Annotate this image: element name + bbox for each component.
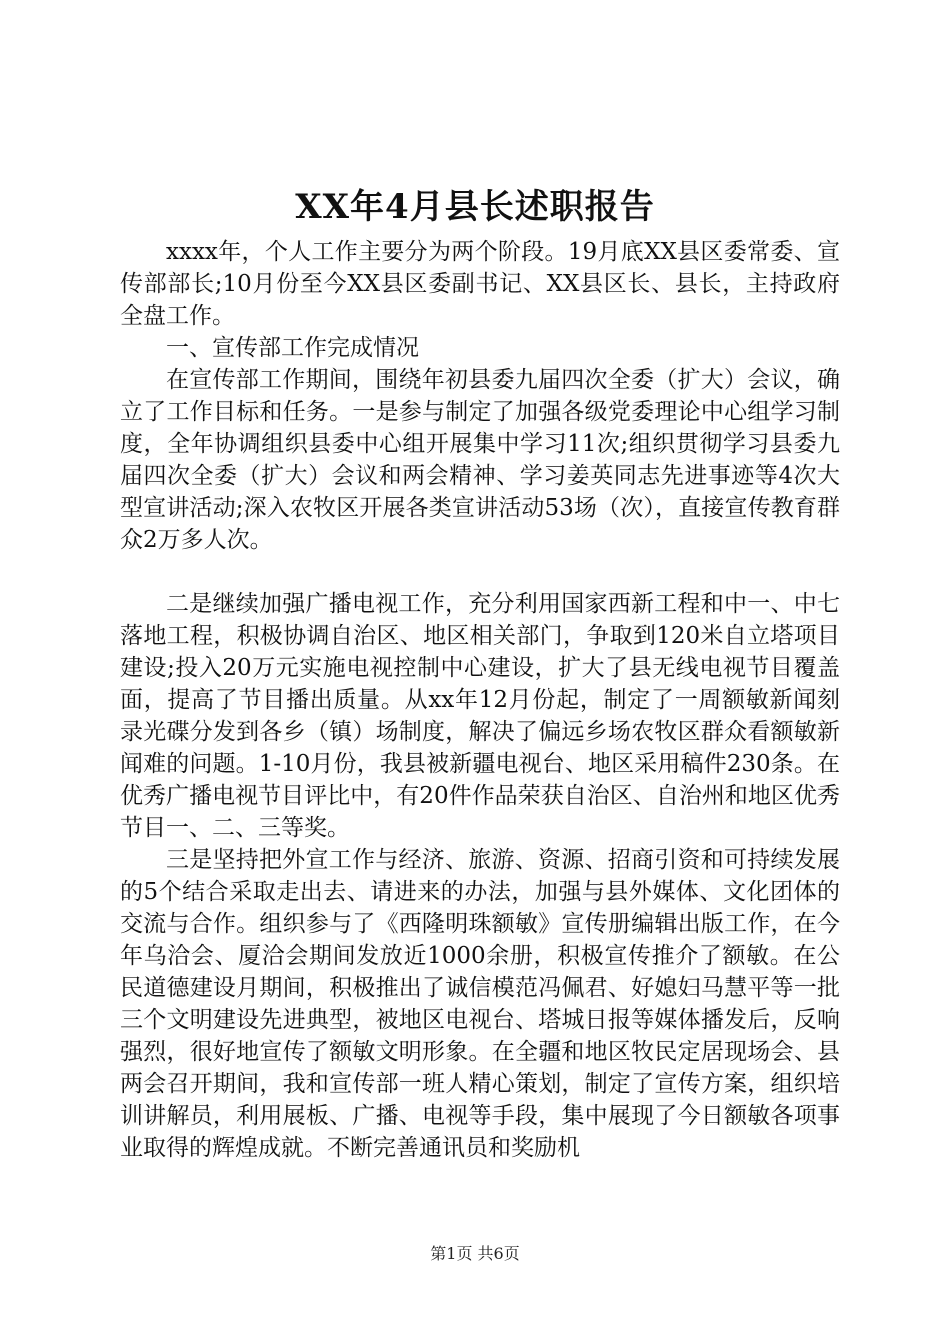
section-heading: 一、宣传部工作完成情况	[166, 335, 419, 361]
paragraph-broadcast-tv: 二是继续加强广播电视工作，充分利用国家西新工程和中一、中七落地工程，积极协调自治区、地区相关部门，争取到120米自立塔项目建设;投入20万元实施电视控制中心建设，扩大了县无线电视节目覆盖面，提高了节目播出质量。从xx年12月份起，制定了一周额敏新闻刻录光碟分发到各乡（镇）场制度，解决了偏远乡场农牧区群众看额敏新闻难的问题。1-10月份，我县被新疆电视台、地区采用稿件230条。在优秀广播电视节目评比中，有20件作品荣获自治区、自治州和地区优秀节目一、二、三等奖。	[120, 591, 840, 841]
document-title: XX年4月县长述职报告	[295, 187, 655, 227]
page-footer: 第1页 共6页	[430, 1244, 520, 1263]
paragraph-external-publicity: 三是坚持把外宣工作与经济、旅游、资源、招商引资和可持续发展的5个结合采取走出去、请进来的办法，加强与县外媒体、文化团体的交流与合作。组织参与了《西隆明珠额敏》宣传册编辑出版工作，在今年乌洽会、厦洽会期间发放近1000余册，积极宣传推介了额敏。在公民道德建设月期间，积极推出了诚信模范冯佩君、好媳妇马慧平等一批三个文明建设先进典型，被地区电视台、塔城日报等媒体播发后，反响强烈，很好地宣传了额敏文明形象。在全疆和地区牧民定居现场会、县两会召开期间，我和宣传部一班人精心策划，制定了宣传方案，组织培训讲解员，利用展板、广播、电视等手段，集中展现了今日额敏各项事业取得的辉煌成就。不断完善通讯员和奖励机	[120, 847, 840, 1161]
paragraph-propaganda-work: 在宣传部工作期间，围绕年初县委九届四次全委（扩大）会议，确立了工作目标和任务。一是参与制定了加强各级党委理论中心组学习制度，全年协调组织县委中心组开展集中学习11次;组织贯彻学习县委九届四次全委（扩大）会议和两会精神、学习姜英同志先进事迹等4次大型宣讲活动;深入农牧区开展各类宣讲活动53场（次），直接宣传教育群众2万多人次。	[120, 367, 840, 553]
paragraph-intro: xxxx年，个人工作主要分为两个阶段。19月底XX县区委常委、宣传部部长;10月份至今XX县区委副书记、XX县区长、县长，主持政府全盘工作。	[120, 239, 840, 329]
document-body	[120, 236, 840, 1164]
